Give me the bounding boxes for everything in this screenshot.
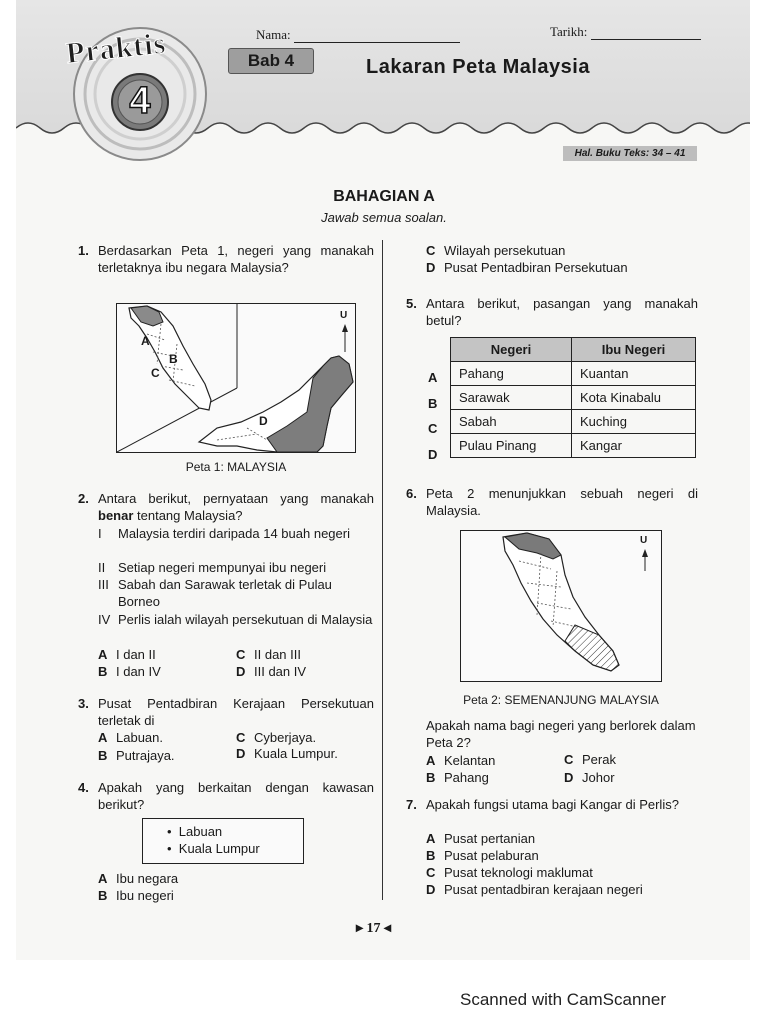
praktis-label: Praktis	[64, 26, 168, 71]
question-text: Antara berikut, pernyataan yang manakah benar tentang Malaysia?	[98, 491, 374, 523]
map-label-c: C	[151, 366, 160, 380]
state-capital-table	[450, 337, 696, 458]
question-5	[406, 295, 698, 329]
map-1-malaysia	[116, 303, 356, 453]
q2-option-b[interactable]: B I dan IV	[98, 664, 161, 679]
question-number: 2.	[78, 491, 89, 506]
column-divider	[382, 240, 383, 900]
date-input-line[interactable]	[591, 25, 701, 40]
name-label: Nama:	[256, 27, 291, 42]
peninsular-map-drawing	[461, 531, 661, 681]
q3-option-d[interactable]: D Kuala Lumpur.	[236, 746, 338, 761]
bullet-item: • Labuan	[167, 824, 223, 839]
q2-option-d[interactable]: D III dan IV	[236, 664, 307, 679]
column-header-negeri: Negeri	[451, 338, 572, 362]
question-number: 7.	[406, 797, 417, 812]
question-number: 5.	[406, 296, 417, 311]
statement-i: I Malaysia terdiri daripada 14 buah negeri	[98, 526, 350, 541]
page-number-value: 17	[366, 921, 381, 936]
name-field	[256, 27, 460, 43]
question-number: 3.	[78, 696, 89, 711]
q2-option-c[interactable]: C II dan III	[236, 647, 301, 662]
q1-option-d[interactable]	[426, 260, 628, 275]
scanner-watermark: Scanned with CamScanner	[460, 990, 667, 1009]
question-number: 1.	[78, 243, 89, 258]
question-text: Apakah nama bagi negeri yang berlorek dalam Peta 2?	[426, 718, 696, 750]
question-1	[78, 242, 374, 276]
question-2	[78, 490, 374, 524]
table-row[interactable]: Pahang Kuantan	[451, 362, 696, 386]
column-header-ibu-negeri: Ibu Negeri	[572, 338, 696, 362]
date-label: Tarikh:	[550, 24, 588, 39]
chapter-badge: Bab 4	[228, 48, 314, 74]
q4-option-b[interactable]: B Ibu negeri	[98, 888, 174, 903]
q1-option-c[interactable]	[426, 243, 565, 258]
section-instruction: Jawab semua soalan.	[321, 210, 447, 225]
table-row[interactable]: Pulau Pinang Kangar	[451, 434, 696, 458]
praktis-number: 4	[129, 80, 151, 122]
option-letter: D	[426, 260, 436, 275]
option-text: Wilayah persekutuan	[444, 243, 566, 258]
north-label: U	[640, 535, 648, 546]
table-row[interactable]: Sabah Kuching	[451, 410, 696, 434]
row-letter-d: D	[428, 447, 438, 462]
section-title: BAHAGIAN A	[333, 188, 435, 205]
name-input-line[interactable]	[294, 28, 460, 43]
q6-option-a[interactable]: A Kelantan	[426, 753, 496, 768]
statement-ii: II Setiap negeri mempunyai ibu negeri	[98, 560, 327, 575]
textbook-reference: Hal. Buku Teks: 34 – 41	[563, 146, 697, 161]
q6-option-b[interactable]: B Pahang	[426, 770, 489, 785]
option-text: Pusat Pentadbiran Persekutuan	[444, 260, 628, 275]
statement-iii: III Sabah dan Sarawak terletak di Pulau Borneo	[98, 577, 332, 609]
question-4	[78, 779, 374, 813]
question-text: Peta 2 menunjukkan sebuah negeri di Malaysia.	[426, 486, 698, 518]
question-number: 4.	[78, 780, 89, 795]
chapter-title: Lakaran Peta Malaysia	[366, 56, 590, 78]
option-letter: C	[426, 243, 436, 258]
question-text: Berdasarkan Peta 1, negeri yang manakah terletaknya ibu negara Malaysia?	[98, 243, 374, 275]
question-6	[406, 485, 698, 519]
page-number	[356, 920, 391, 937]
q6-option-c[interactable]: C Perak	[564, 752, 616, 767]
q3-option-c[interactable]: C Cyberjaya.	[236, 730, 317, 745]
q7-option-b[interactable]: B Pusat pelaburan	[426, 848, 539, 863]
question-text: Pusat Pentadbiran Kerajaan Persekutuan terletak di	[98, 696, 374, 728]
map-1-caption: Peta 1: MALAYSIA	[185, 460, 287, 474]
q7-option-d[interactable]: D Pusat pentadbiran kerajaan negeri	[426, 882, 643, 897]
question-number: 6.	[406, 486, 417, 501]
area-list-box	[142, 818, 304, 864]
question-text: Antara berikut, pasangan yang manakah betul?	[426, 296, 698, 328]
question-text: Apakah fungsi utama bagi Kangar di Perlis?	[426, 797, 679, 812]
table-row[interactable]: Sarawak Kota Kinabalu	[451, 386, 696, 410]
map-2-peninsular	[460, 530, 662, 682]
question-6-prompt	[426, 717, 700, 751]
statement-iv: IV Perlis ialah wilayah persekutuan di Malaysia	[98, 612, 373, 627]
q3-option-b[interactable]: B Putrajaya.	[98, 748, 175, 763]
north-label: U	[340, 310, 348, 321]
q4-option-a[interactable]: A Ibu negara	[98, 871, 179, 886]
q6-option-d[interactable]: D Johor	[564, 770, 615, 785]
q7-option-a[interactable]: A Pusat pertanian	[426, 831, 536, 846]
date-field	[550, 24, 701, 40]
map-2-caption: Peta 2: SEMENANJUNG MALAYSIA	[463, 693, 659, 707]
row-letter-c: C	[428, 421, 438, 436]
map-label-a: A	[141, 334, 150, 348]
question-text: Apakah yang berkaitan dengan kawasan berikut?	[98, 780, 374, 812]
map-label-d: D	[259, 414, 268, 428]
q2-option-a[interactable]: A I dan II	[98, 647, 156, 662]
right-triangle-icon: ◂	[384, 921, 392, 936]
question-7	[406, 796, 698, 813]
left-triangle-icon: ▸	[356, 921, 364, 936]
row-letter-b: B	[428, 396, 438, 411]
bullet-item: • Kuala Lumpur	[167, 841, 260, 856]
q3-option-a[interactable]: A Labuan.	[98, 730, 163, 745]
q7-option-c[interactable]: C Pusat teknologi maklumat	[426, 865, 593, 880]
question-3	[78, 695, 374, 729]
map-label-b: B	[169, 352, 178, 366]
row-letter-a: A	[428, 370, 438, 385]
